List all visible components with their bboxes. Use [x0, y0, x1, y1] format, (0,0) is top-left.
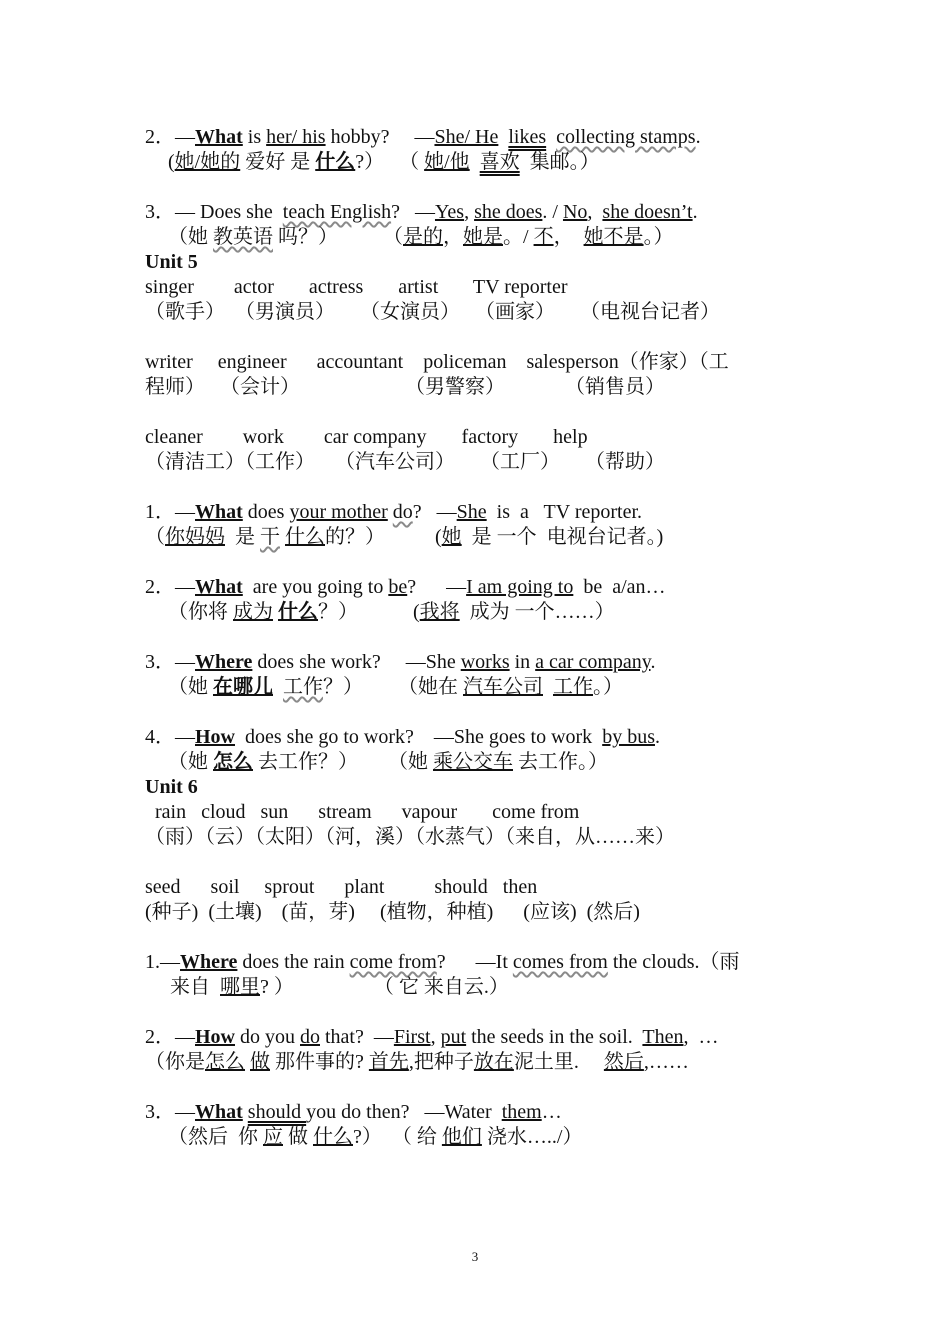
text-segment: ? — — [407, 576, 467, 598]
text-segment: teach English — [282, 201, 392, 223]
text-line — [145, 875, 537, 900]
text-segment: No — [562, 201, 588, 223]
text-segment: ?） （ — [355, 151, 425, 173]
text-segment: should — [247, 1101, 307, 1123]
text-segment: 吗？） （ — [273, 226, 403, 248]
text-segment: 2．— — [145, 126, 195, 148]
text-segment: ? — — [391, 201, 435, 223]
text-segment: 。） — [643, 226, 674, 248]
text-segment: 成为 — [233, 601, 273, 623]
text-segment: put — [440, 1026, 467, 1048]
text-line — [145, 350, 729, 375]
text-segment: 不 — [533, 226, 554, 248]
text-segment: 是 一个 电视台记者。) — [461, 526, 664, 548]
text-segment: （你将 — [168, 601, 233, 623]
text-segment: does the rain — [237, 951, 350, 973]
text-segment: 去工作？） （她 — [253, 751, 433, 773]
text-segment: （清洁工）（工作） （汽车公司） （工厂） （帮助） — [145, 451, 665, 473]
text-segment: 3．— — [145, 651, 195, 673]
text-line — [145, 275, 567, 300]
text-segment: , — [464, 201, 475, 223]
text-segment: ( — [168, 151, 175, 173]
text-line — [168, 600, 615, 625]
text-line — [145, 300, 720, 325]
text-line — [145, 775, 198, 800]
text-line — [145, 950, 740, 975]
text-segment: 你妈妈 — [165, 526, 225, 548]
text-segment — [470, 151, 480, 173]
text-segment: are you going to — [242, 576, 389, 598]
text-segment: the seeds in the soil. — [466, 1026, 643, 1048]
text-segment: singer actor actress artist TV reporter — [145, 276, 568, 298]
text-segment: 她 — [441, 526, 462, 548]
text-line — [145, 1100, 562, 1125]
text-line — [145, 975, 509, 1000]
text-segment: ,把种子 — [408, 1051, 474, 1073]
text-segment: 1．— — [145, 501, 195, 523]
text-segment: 怎么 — [205, 1051, 245, 1073]
text-segment: 在哪儿 — [213, 676, 273, 698]
text-segment: 汽车公司 — [463, 676, 543, 698]
text-segment: 1.— — [145, 951, 180, 973]
text-segment: be a/an… — [573, 576, 666, 598]
text-segment: ,…… — [643, 1051, 689, 1073]
text-segment: (种子) (土壤) (苗，芽) (植物，种植) (应该) (然后) — [145, 901, 640, 923]
text-segment: cleaner work car company factory help — [145, 426, 588, 448]
text-segment: 哪里 — [220, 976, 260, 998]
text-segment: 那件事的? — [270, 1051, 369, 1073]
text-segment: 4．— — [145, 726, 195, 748]
text-segment: 来自 — [145, 976, 220, 998]
text-segment: How — [195, 1026, 235, 1048]
text-segment: 是的 — [403, 226, 443, 248]
text-segment: do you — [235, 1026, 300, 1048]
text-segment: . — [654, 726, 660, 748]
text-segment: do — [392, 501, 413, 523]
text-segment: . — [650, 651, 656, 673]
text-line — [145, 725, 660, 750]
text-segment: 放在 — [473, 1051, 514, 1073]
text-line — [145, 500, 642, 525]
text-segment: She — [456, 501, 487, 523]
text-segment: ， — [553, 226, 584, 248]
text-segment: What — [195, 126, 243, 148]
text-segment: 她/他 — [424, 151, 470, 173]
text-segment: writer engineer accountant policeman salesperson（作家）（工 — [145, 351, 729, 373]
text-segment: Yes — [434, 201, 465, 223]
text-segment: , — [587, 201, 603, 223]
text-segment: , … — [683, 1026, 719, 1048]
text-segment: 程师） （会计） （男警察） （销售员） — [145, 376, 665, 398]
text-segment: comes from — [512, 951, 608, 973]
text-segment: that? — — [320, 1026, 394, 1048]
text-segment: 干 — [260, 526, 280, 548]
text-segment: 集邮。） — [519, 151, 600, 173]
text-segment: 是 — [225, 526, 260, 548]
text-segment: Where — [195, 651, 253, 673]
text-segment: 。） — [593, 676, 623, 698]
text-segment: ？） ( — [318, 601, 420, 623]
text-segment: Unit 6 — [145, 776, 198, 798]
text-line — [145, 1025, 719, 1050]
text-segment: （然后 你 — [168, 1126, 263, 1148]
text-line — [145, 1050, 689, 1075]
text-segment: What — [195, 576, 243, 598]
text-segment: 她不是 — [583, 226, 644, 248]
text-segment: ?） （ 给 — [353, 1126, 442, 1148]
text-line — [145, 425, 588, 450]
text-segment: … — [541, 1101, 562, 1123]
text-segment: What — [195, 1101, 243, 1123]
text-segment: does — [242, 501, 290, 523]
text-segment: . — [695, 126, 701, 148]
text-segment: ， — [443, 226, 463, 248]
text-segment: . / — [542, 201, 563, 223]
text-segment: What — [195, 501, 243, 523]
text-segment: hobby? — — [325, 126, 435, 148]
text-segment: do — [300, 1026, 320, 1048]
text-segment: collecting stamps — [556, 126, 696, 148]
text-segment: （她 — [168, 676, 213, 698]
text-segment: 首先 — [368, 1051, 409, 1073]
text-segment: she doesn’t — [602, 201, 693, 223]
text-segment: does she go to work? —She goes to work — [235, 726, 603, 748]
text-segment: （你是 — [145, 1051, 205, 1073]
text-segment: （她 — [168, 226, 213, 248]
text-segment: How — [195, 726, 235, 748]
text-line — [168, 225, 674, 250]
text-segment: , — [430, 1026, 441, 1048]
text-segment: . — [692, 201, 698, 223]
text-segment: is a TV reporter. — [486, 501, 643, 523]
text-segment: by bus — [602, 726, 655, 748]
text-segment: 什么 — [285, 526, 325, 548]
text-line — [145, 200, 698, 225]
text-segment: seed soil sprout plant should then — [145, 876, 538, 898]
text-segment: ? ） （ 它 来自云.） — [260, 976, 509, 998]
text-segment: in — [509, 651, 536, 673]
text-segment: 3．— Does she — [145, 201, 283, 223]
text-segment: （歌手） （男演员） （女演员） （画家） （电视台记者） — [145, 301, 720, 323]
text-segment: 爱好 是 — [240, 151, 316, 173]
text-segment: you do then? —Water — [306, 1101, 502, 1123]
text-segment: rain cloud sun stream vapour come from — [145, 801, 580, 823]
text-segment: 她/她的 — [174, 151, 241, 173]
text-line — [145, 800, 579, 825]
text-segment: 教英语 — [213, 226, 273, 248]
text-segment: 怎么 — [213, 751, 253, 773]
text-segment: 他们 — [441, 1126, 482, 1148]
text-line — [145, 650, 655, 675]
text-line — [145, 525, 663, 550]
text-segment: 喜欢 — [479, 151, 520, 173]
text-segment: First — [393, 1026, 431, 1048]
text-segment: Unit 5 — [145, 251, 198, 273]
text-segment: 什么 — [278, 601, 318, 623]
text-line — [145, 575, 666, 600]
text-line — [145, 450, 665, 475]
page-number: 3 — [471, 1249, 479, 1264]
text-segment: 3．— — [145, 1101, 195, 1123]
text-segment: ？） （她在 — [323, 676, 463, 698]
text-segment: ? — — [412, 501, 457, 523]
text-segment — [498, 126, 508, 148]
text-segment: 去工作。） — [513, 751, 608, 773]
text-line — [145, 125, 701, 150]
text-segment: does she work? —She — [252, 651, 461, 673]
text-segment: your mother — [289, 501, 388, 523]
text-segment: 乘公交车 — [433, 751, 513, 773]
text-segment: She/ He — [434, 126, 499, 148]
text-segment: be — [388, 576, 408, 598]
text-segment: is — [242, 126, 267, 148]
text-segment: ? —It — [436, 951, 513, 973]
text-segment: （雨）（云）（太阳）（河，溪）（水蒸气）（来自，从……来） — [145, 826, 675, 848]
text-segment: she does — [474, 201, 543, 223]
text-segment: the clouds.（雨 — [607, 951, 740, 973]
text-segment: come from — [349, 951, 437, 973]
text-line — [145, 825, 675, 850]
text-segment — [546, 126, 556, 148]
text-line — [168, 150, 600, 175]
text-segment: 工作 — [283, 676, 323, 698]
text-segment — [543, 676, 553, 698]
text-segment: 她是 — [463, 226, 503, 248]
text-segment: （她 — [168, 751, 213, 773]
text-segment — [273, 676, 283, 698]
text-segment: her/ his — [266, 126, 326, 148]
text-line — [168, 1125, 582, 1150]
text-segment: Where — [180, 951, 238, 973]
text-segment: a car company — [535, 651, 651, 673]
text-segment: （ — [145, 526, 165, 548]
text-segment: 成为 一个……） — [459, 601, 615, 623]
text-segment: 的？） ( — [325, 526, 442, 548]
text-segment: 做 — [283, 1126, 313, 1148]
text-segment: them — [501, 1101, 542, 1123]
text-segment: 我将 — [419, 601, 460, 623]
text-line — [168, 675, 623, 700]
text-segment: likes — [508, 126, 547, 148]
text-segment: I am going to — [466, 576, 574, 598]
text-line — [168, 750, 608, 775]
text-segment: 2．— — [145, 1026, 195, 1048]
text-segment: 然后 — [603, 1051, 644, 1073]
text-segment: 浇水…../） — [481, 1126, 583, 1148]
text-segment: 做 — [250, 1051, 270, 1073]
text-segment: works — [460, 651, 510, 673]
text-segment: 。/ — [503, 226, 534, 248]
text-segment: 应 — [263, 1126, 283, 1148]
text-segment: 什么 — [315, 151, 356, 173]
text-segment: 什么 — [313, 1126, 353, 1148]
text-segment: 2．— — [145, 576, 195, 598]
text-segment: 工作 — [553, 676, 593, 698]
text-line — [145, 900, 640, 925]
text-segment: Then — [642, 1026, 684, 1048]
text-line — [145, 375, 665, 400]
text-line — [145, 250, 198, 275]
text-segment: 泥土里. — [513, 1051, 604, 1073]
